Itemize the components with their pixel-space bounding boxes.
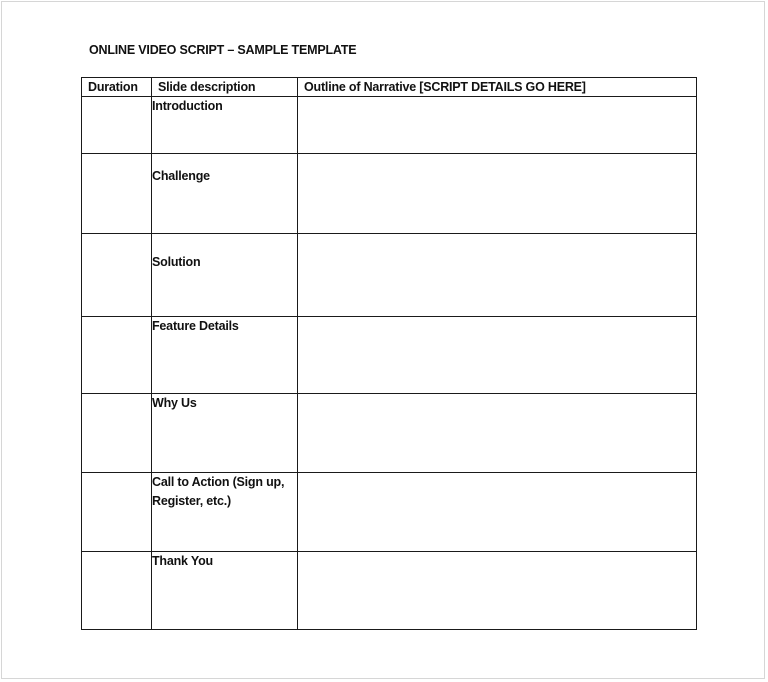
slide-description-cell [152,97,298,154]
slide-description-cell [152,394,298,473]
slide-label: Introduction [152,99,223,113]
narrative-cell[interactable] [298,154,697,234]
table-row [82,552,697,630]
slide-label: Why Us [152,396,197,410]
slide-description-cell [152,234,298,317]
narrative-cell[interactable] [298,97,697,154]
duration-cell[interactable] [82,234,152,317]
slide-label: Call to Action (Sign up, Register, etc.) [152,475,285,508]
slide-description-cell [152,552,298,630]
slide-description-cell [152,317,298,394]
document-page [1,1,765,679]
slide-label: Solution [152,255,201,269]
duration-cell[interactable] [82,473,152,552]
table-row [82,234,697,317]
header-duration: Duration [82,78,152,97]
table-row [82,317,697,394]
slide-label: Feature Details [152,319,239,333]
header-narrative: Outline of Narrative [SCRIPT DETAILS GO HERE] [298,78,697,97]
narrative-cell[interactable] [298,473,697,552]
duration-cell[interactable] [82,97,152,154]
table-header-row [82,78,697,97]
table-row [82,154,697,234]
narrative-cell[interactable] [298,394,697,473]
slide-label: Thank You [152,554,213,568]
duration-cell[interactable] [82,552,152,630]
slide-description-cell [152,473,298,552]
slide-description-cell [152,154,298,234]
narrative-cell[interactable] [298,317,697,394]
narrative-cell[interactable] [298,552,697,630]
script-table [81,77,697,630]
document-title: ONLINE VIDEO SCRIPT – SAMPLE TEMPLATE [89,43,357,57]
slide-label: Challenge [152,169,210,183]
table-row [82,97,697,154]
duration-cell[interactable] [82,317,152,394]
table-row [82,394,697,473]
duration-cell[interactable] [82,394,152,473]
duration-cell[interactable] [82,154,152,234]
narrative-cell[interactable] [298,234,697,317]
header-slide-description: Slide description [152,78,298,97]
table-row [82,473,697,552]
